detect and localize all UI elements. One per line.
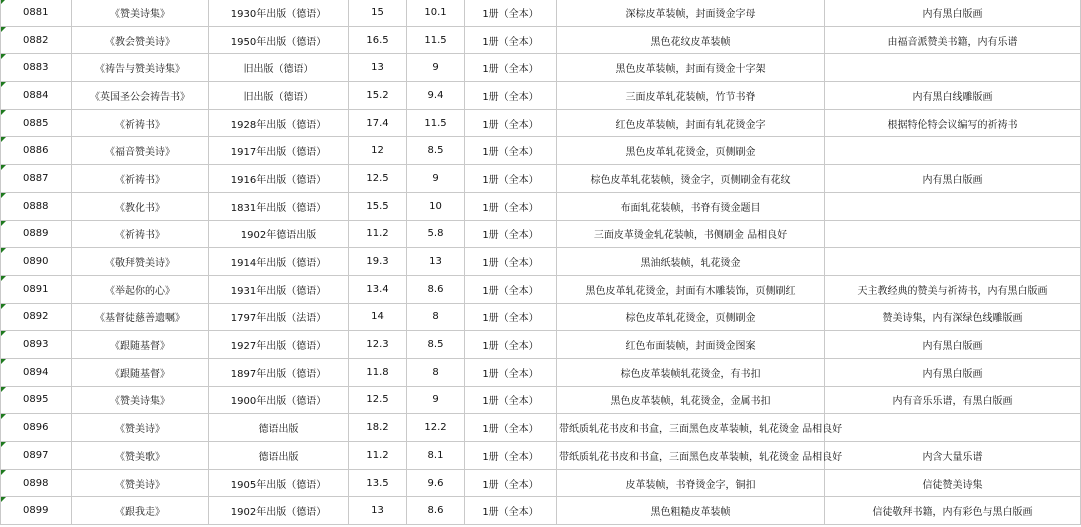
cell-title[interactable]: 《祈祷书》 xyxy=(72,220,209,248)
cell-notes[interactable] xyxy=(825,248,1081,276)
cell-notes[interactable]: 内有黑白版画 xyxy=(825,0,1081,26)
cell-title[interactable]: 《跟随基督》 xyxy=(72,358,209,386)
cell-binding[interactable]: 黑色皮革装帧，封面有烫金十字架 xyxy=(557,54,825,82)
cell-edition[interactable]: 1927年出版（德语） xyxy=(209,331,349,359)
table-body xyxy=(1,0,1081,525)
cell-title[interactable]: 《赞美诗》 xyxy=(72,469,209,497)
cell-height[interactable]: 13.4 xyxy=(349,275,407,303)
cell-volumes[interactable]: 1册（全本） xyxy=(465,165,557,193)
cell-edition[interactable]: 1950年出版（德语） xyxy=(209,26,349,54)
cell-edition[interactable]: 1917年出版（德语） xyxy=(209,137,349,165)
cell-volumes[interactable]: 1册（全本） xyxy=(465,275,557,303)
table-row xyxy=(1,358,1081,386)
cell-edition[interactable]: 旧出版（德语） xyxy=(209,82,349,110)
cell-notes[interactable] xyxy=(825,414,1081,442)
cell-lot-number[interactable]: 0887 xyxy=(1,165,72,193)
cell-height[interactable]: 16.5 xyxy=(349,26,407,54)
cell-title[interactable]: 《赞美诗集》 xyxy=(72,386,209,414)
table-row xyxy=(1,0,1081,26)
cell-notes[interactable]: 信徒赞美诗集 xyxy=(825,469,1081,497)
cell-title[interactable]: 《敬拜赞美诗》 xyxy=(72,248,209,276)
cell-width[interactable]: 9.4 xyxy=(407,82,465,110)
cell-binding[interactable]: 黑色粗糙皮革装帧 xyxy=(557,497,825,525)
cell-notes[interactable]: 根据特伦特会议编写的祈祷书 xyxy=(825,109,1081,137)
cell-lot-number[interactable]: 0885 xyxy=(1,109,72,137)
cell-height[interactable]: 11.2 xyxy=(349,220,407,248)
cell-volumes[interactable]: 1册（全本） xyxy=(465,442,557,470)
table-row xyxy=(1,82,1081,110)
cell-edition[interactable]: 德语出版 xyxy=(209,442,349,470)
cell-edition[interactable]: 1900年出版（德语） xyxy=(209,386,349,414)
cell-lot-number[interactable]: 0883 xyxy=(1,54,72,82)
cell-edition[interactable]: 1902年出版（德语） xyxy=(209,497,349,525)
cell-volumes[interactable]: 1册（全本） xyxy=(465,358,557,386)
cell-lot-number[interactable]: 0897 xyxy=(1,442,72,470)
cell-volumes[interactable]: 1册（全本） xyxy=(465,192,557,220)
cell-edition[interactable]: 1930年出版（德语） xyxy=(209,0,349,26)
cell-height[interactable]: 11.8 xyxy=(349,358,407,386)
cell-width[interactable]: 12.2 xyxy=(407,414,465,442)
cell-width[interactable]: 13 xyxy=(407,248,465,276)
cell-binding[interactable]: 红色布面装帧，封面烫金图案 xyxy=(557,331,825,359)
cell-binding[interactable]: 黑色皮革轧花烫金，页侧刷金 xyxy=(557,137,825,165)
table-row xyxy=(1,469,1081,497)
cell-height[interactable]: 15.5 xyxy=(349,192,407,220)
cell-title[interactable]: 《祈祷书》 xyxy=(72,109,209,137)
cell-notes[interactable] xyxy=(825,54,1081,82)
cell-title[interactable]: 《基督徒慈善遗嘱》 xyxy=(72,303,209,331)
cell-lot-number[interactable]: 0882 xyxy=(1,26,72,54)
cell-edition[interactable]: 1914年出版（德语） xyxy=(209,248,349,276)
cell-edition[interactable]: 德语出版 xyxy=(209,414,349,442)
cell-height[interactable]: 13.5 xyxy=(349,469,407,497)
cell-width[interactable]: 8.6 xyxy=(407,497,465,525)
cell-volumes[interactable]: 1册（全本） xyxy=(465,303,557,331)
cell-lot-number[interactable]: 0899 xyxy=(1,497,72,525)
cell-lot-number[interactable]: 0895 xyxy=(1,386,72,414)
cell-title[interactable]: 《祈祷书》 xyxy=(72,165,209,193)
cell-lot-number[interactable]: 0890 xyxy=(1,248,72,276)
cell-notes[interactable]: 信徒敬拜书籍，内有彩色与黑白版画 xyxy=(825,497,1081,525)
cell-volumes[interactable]: 1册（全本） xyxy=(465,414,557,442)
cell-width[interactable]: 8 xyxy=(407,303,465,331)
cell-notes[interactable]: 由福音派赞美书籍，内有乐谱 xyxy=(825,26,1081,54)
cell-lot-number[interactable]: 0898 xyxy=(1,469,72,497)
table-row xyxy=(1,54,1081,82)
cell-edition[interactable]: 1797年出版（法语） xyxy=(209,303,349,331)
table-row xyxy=(1,386,1081,414)
cell-width[interactable]: 8.5 xyxy=(407,331,465,359)
cell-edition[interactable]: 1916年出版（德语） xyxy=(209,165,349,193)
cell-edition[interactable]: 1928年出版（德语） xyxy=(209,109,349,137)
cell-lot-number[interactable]: 0893 xyxy=(1,331,72,359)
cell-edition[interactable]: 1905年出版（德语） xyxy=(209,469,349,497)
cell-title[interactable]: 《教会赞美诗》 xyxy=(72,26,209,54)
table-row xyxy=(1,303,1081,331)
cell-width[interactable]: 9 xyxy=(407,54,465,82)
cell-volumes[interactable]: 1册（全本） xyxy=(465,331,557,359)
cell-width[interactable]: 8 xyxy=(407,358,465,386)
cell-binding[interactable]: 红色皮革装帧，封面有轧花烫金字 xyxy=(557,109,825,137)
cell-volumes[interactable]: 1册（全本） xyxy=(465,26,557,54)
cell-width[interactable]: 8.6 xyxy=(407,275,465,303)
cell-height[interactable]: 19.3 xyxy=(349,248,407,276)
cell-title[interactable]: 《赞美诗集》 xyxy=(72,0,209,26)
cell-lot-number[interactable]: 0892 xyxy=(1,303,72,331)
cell-binding[interactable]: 带纸质轧花书皮和书盒，三面黑色皮革装帧，轧花烫金 品相良好 xyxy=(557,414,825,442)
cell-binding[interactable]: 带纸质轧花书皮和书盒，三面黑色皮革装帧，轧花烫金 品相良好 xyxy=(557,442,825,470)
cell-height[interactable]: 18.2 xyxy=(349,414,407,442)
cell-title[interactable]: 《英国圣公会祷告书》 xyxy=(72,82,209,110)
cell-height[interactable]: 12.5 xyxy=(349,165,407,193)
table-row xyxy=(1,414,1081,442)
cell-binding[interactable]: 布面轧花装帧，书脊有烫金题目 xyxy=(557,192,825,220)
cell-volumes[interactable]: 1册（全本） xyxy=(465,82,557,110)
cell-title[interactable]: 《跟随基督》 xyxy=(72,331,209,359)
cell-binding[interactable]: 棕色皮革装帧轧花烫金，有书扣 xyxy=(557,358,825,386)
cell-height[interactable]: 15.2 xyxy=(349,82,407,110)
table-row xyxy=(1,192,1081,220)
cell-lot-number[interactable]: 0886 xyxy=(1,137,72,165)
cell-title[interactable]: 《举起你的心》 xyxy=(72,275,209,303)
cell-lot-number[interactable]: 0884 xyxy=(1,82,72,110)
cell-width[interactable]: 9.6 xyxy=(407,469,465,497)
table-row xyxy=(1,331,1081,359)
cell-width[interactable]: 8.5 xyxy=(407,137,465,165)
cell-volumes[interactable]: 1册（全本） xyxy=(465,220,557,248)
cell-edition[interactable]: 1897年出版（德语） xyxy=(209,358,349,386)
cell-height[interactable]: 14 xyxy=(349,303,407,331)
cell-width[interactable]: 5.8 xyxy=(407,220,465,248)
cell-volumes[interactable]: 1册（全本） xyxy=(465,469,557,497)
cell-notes[interactable]: 赞美诗集，内有深绿色线雕版画 xyxy=(825,303,1081,331)
cell-width[interactable]: 8.1 xyxy=(407,442,465,470)
cell-notes[interactable]: 内有黑白版画 xyxy=(825,165,1081,193)
cell-binding[interactable]: 黑色花纹皮革装帧 xyxy=(557,26,825,54)
cell-binding[interactable]: 深棕皮革装帧，封面烫金字母 xyxy=(557,0,825,26)
cell-notes[interactable]: 内含大量乐谱 xyxy=(825,442,1081,470)
cell-binding[interactable]: 三面皮革轧花装帧，竹节书脊 xyxy=(557,82,825,110)
cell-volumes[interactable]: 1册（全本） xyxy=(465,0,557,26)
table-row xyxy=(1,109,1081,137)
cell-width[interactable]: 9 xyxy=(407,386,465,414)
cell-notes[interactable]: 内有黑白版画 xyxy=(825,358,1081,386)
cell-width[interactable]: 9 xyxy=(407,165,465,193)
cell-volumes[interactable]: 1册（全本） xyxy=(465,137,557,165)
cell-volumes[interactable]: 1册（全本） xyxy=(465,497,557,525)
cell-title[interactable]: 《赞美歌》 xyxy=(72,442,209,470)
cell-width[interactable]: 11.5 xyxy=(407,109,465,137)
cell-height[interactable]: 11.2 xyxy=(349,442,407,470)
cell-edition[interactable]: 旧出版（德语） xyxy=(209,54,349,82)
cell-notes[interactable] xyxy=(825,192,1081,220)
cell-lot-number[interactable]: 0881 xyxy=(1,0,72,26)
cell-width[interactable]: 11.5 xyxy=(407,26,465,54)
cell-binding[interactable]: 三面皮革烫金轧花装帧，书侧刷金 品相良好 xyxy=(557,220,825,248)
cell-notes[interactable]: 内有音乐乐谱，有黑白版画 xyxy=(825,386,1081,414)
cell-edition[interactable]: 1902年德语出版 xyxy=(209,220,349,248)
cell-lot-number[interactable]: 0891 xyxy=(1,275,72,303)
cell-height[interactable]: 17.4 xyxy=(349,109,407,137)
cell-binding[interactable]: 棕色皮革轧花装帧，烫金字，页侧刷金有花纹 xyxy=(557,165,825,193)
cell-edition[interactable]: 1931年出版（德语） xyxy=(209,275,349,303)
cell-notes[interactable]: 天主教经典的赞美与祈祷书，内有黑白版画 xyxy=(825,275,1081,303)
cell-height[interactable]: 15 xyxy=(349,0,407,26)
cell-title[interactable]: 《教化书》 xyxy=(72,192,209,220)
cell-volumes[interactable]: 1册（全本） xyxy=(465,109,557,137)
cell-height[interactable]: 13 xyxy=(349,497,407,525)
table-row xyxy=(1,165,1081,193)
cell-title[interactable]: 《福音赞美诗》 xyxy=(72,137,209,165)
cell-notes[interactable] xyxy=(825,137,1081,165)
cell-title[interactable]: 《祷告与赞美诗集》 xyxy=(72,54,209,82)
cell-notes[interactable] xyxy=(825,220,1081,248)
cell-binding[interactable]: 皮革装帧，书脊烫金字，铜扣 xyxy=(557,469,825,497)
cell-width[interactable]: 10 xyxy=(407,192,465,220)
cell-volumes[interactable]: 1册（全本） xyxy=(465,248,557,276)
cell-title[interactable]: 《赞美诗》 xyxy=(72,414,209,442)
cell-lot-number[interactable]: 0889 xyxy=(1,220,72,248)
table-row xyxy=(1,248,1081,276)
cell-lot-number[interactable]: 0888 xyxy=(1,192,72,220)
cell-volumes[interactable]: 1册（全本） xyxy=(465,54,557,82)
table-row xyxy=(1,275,1081,303)
cell-height[interactable]: 12 xyxy=(349,137,407,165)
cell-notes[interactable]: 内有黑白版画 xyxy=(825,331,1081,359)
cell-lot-number[interactable]: 0896 xyxy=(1,414,72,442)
table-row xyxy=(1,497,1081,525)
cell-height[interactable]: 13 xyxy=(349,54,407,82)
cell-width[interactable]: 10.1 xyxy=(407,0,465,26)
cell-binding[interactable]: 黑色皮革装帧，轧花烫金，金属书扣 xyxy=(557,386,825,414)
cell-binding[interactable]: 黑油纸装帧，轧花烫金 xyxy=(557,248,825,276)
table-row xyxy=(1,442,1081,470)
cell-title[interactable]: 《跟我走》 xyxy=(72,497,209,525)
cell-volumes[interactable]: 1册（全本） xyxy=(465,386,557,414)
cell-edition[interactable]: 1831年出版（德语） xyxy=(209,192,349,220)
cell-binding[interactable]: 棕色皮革轧花烫金，页侧刷金 xyxy=(557,303,825,331)
cell-height[interactable]: 12.3 xyxy=(349,331,407,359)
table-row xyxy=(1,220,1081,248)
table-row xyxy=(1,26,1081,54)
table-row xyxy=(1,137,1081,165)
cell-lot-number[interactable]: 0894 xyxy=(1,358,72,386)
cell-notes[interactable]: 内有黑白线雕版画 xyxy=(825,82,1081,110)
cell-binding[interactable]: 黑色皮革轧花烫金，封面有木雕装饰，页侧刷红 xyxy=(557,275,825,303)
cell-height[interactable]: 12.5 xyxy=(349,386,407,414)
